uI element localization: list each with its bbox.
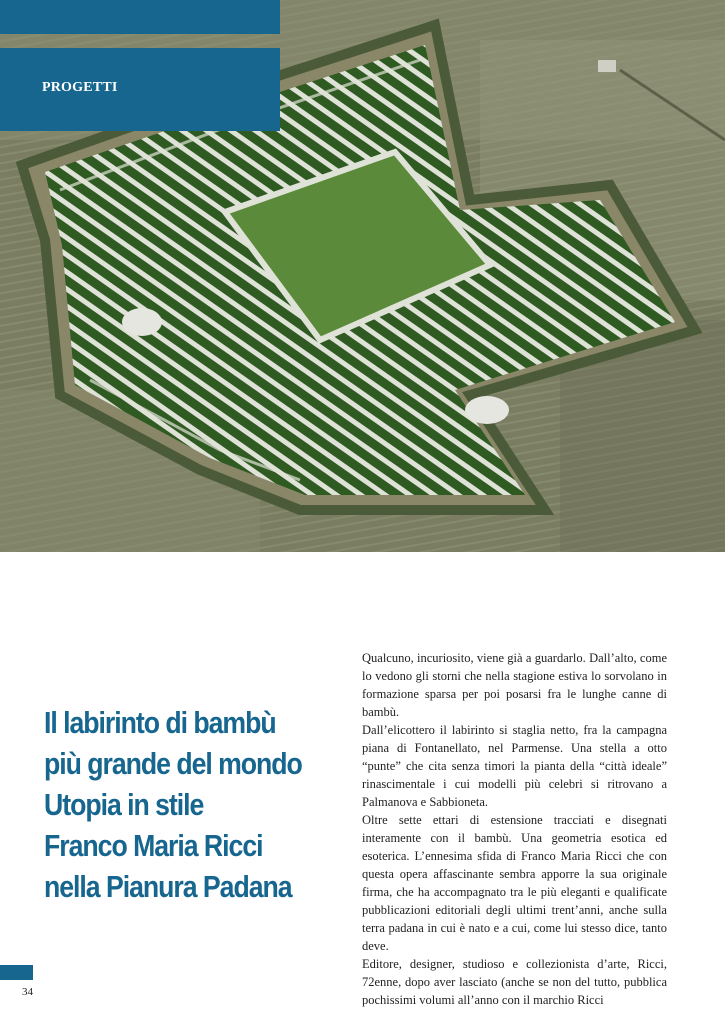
article-paragraph: Qualcuno, incuriosito, viene già a guardarlo. Dall’alto, come lo vedono gli storni che nella stagione estiva lo sorvolano in formazione sparsa per poi posarsi fra le lunghe canne di bambù. (362, 651, 667, 719)
article-title (44, 702, 302, 907)
section-label: PROGETTI (42, 80, 118, 95)
title-line: Franco Maria Ricci (44, 828, 263, 863)
title-line: Utopia in stile (44, 787, 204, 822)
article-paragraph: Dall’elicottero il labirinto si staglia netto, fra la campagna piana di Fontanellato, nel Parmense. Una stella a otto “punte” che cita senza timori la pianta della “città ideale” rinascimentale i cui modelli più celebri si ritrovano a Palmanova e Sabbioneta. (362, 723, 667, 809)
page-number: 34 (22, 986, 33, 998)
title-line: più grande del mondo (44, 746, 302, 781)
header-color-strip (0, 0, 280, 34)
title-line: Il labirinto di bambù (44, 705, 276, 740)
page-marker (0, 965, 33, 980)
title-line: nella Pianura Padana (44, 869, 292, 904)
article-body (362, 649, 667, 1009)
article-paragraph: Oltre sette ettari di estensione tracciati e disegnati interamente con il bambù. Una geometria esotica ed esoterica. L’ennesima sfida di Franco Maria Ricci che con questa opera affascinante sembra apporre la sua originale firma, che ha accompagnato tra le più eleganti e qualificate pubblicazioni editoriali degli ultimi trent’anni, anche sulla terra padana in cui è nato e a cui, come lui stesso dice, tanto deve. (362, 813, 667, 953)
article-paragraph: Editore, designer, studioso e collezionista d’arte, Ricci, 72enne, dopo aver lasciato (anche se non del tutto, pubblica pochissimi volumi all’anno con il marchio Ricci (362, 957, 667, 1007)
